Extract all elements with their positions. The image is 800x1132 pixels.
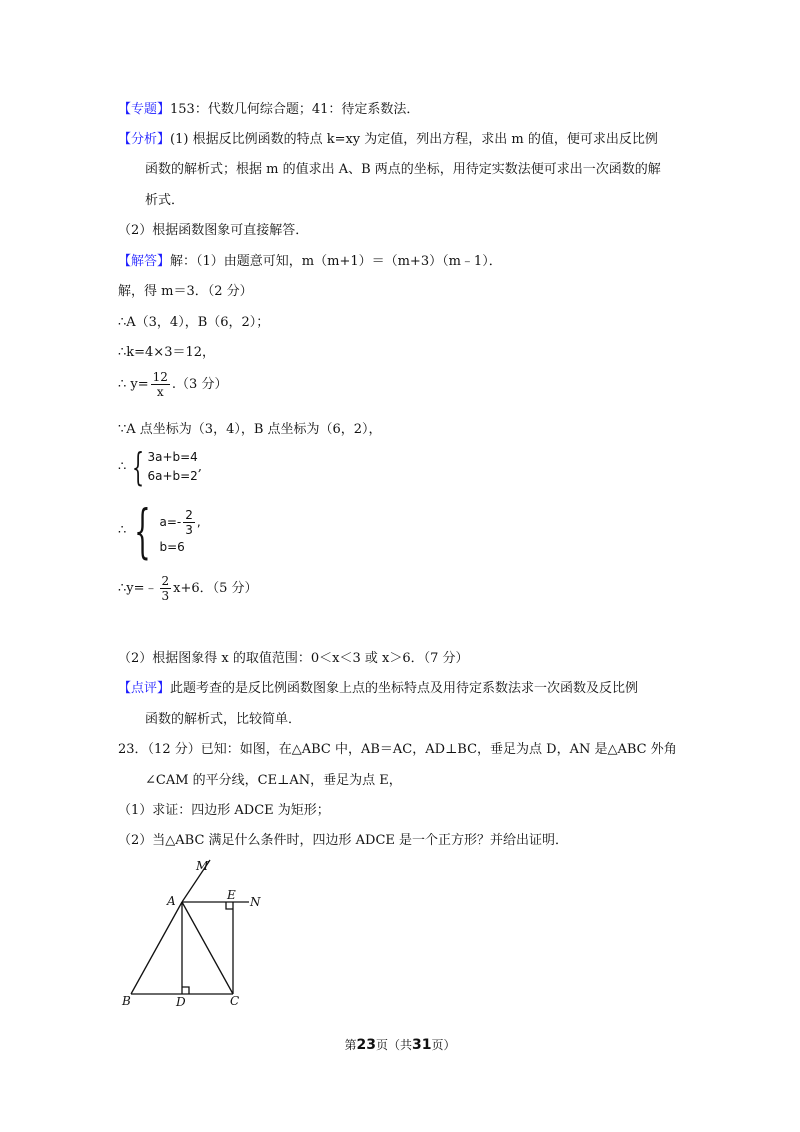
solution-linear-function — [118, 574, 258, 604]
segment-AB — [131, 902, 182, 994]
problem-23-question-1: （1）求证：四边形 ADCE 为矩形； — [118, 803, 330, 818]
footer-prefix: 第 — [344, 1038, 357, 1052]
therefore-symbol-2: ∴ — [118, 523, 127, 538]
label-C: C — [230, 994, 240, 1008]
reciprocal-prefix: ∴ y= — [118, 377, 149, 392]
analysis-line-1 — [118, 131, 658, 149]
linear-prefix: ∴y=﹣ — [118, 581, 158, 596]
linear-denominator: 3 — [161, 589, 170, 603]
topic-tag: 【专题】 — [118, 102, 171, 117]
reciprocal-suffix: .（3 分） — [171, 377, 228, 392]
solution-points: ∴A（3，4），B（6，2）； — [118, 315, 270, 330]
page-footer — [0, 1036, 800, 1053]
solution-a-denominator: 3 — [185, 522, 193, 537]
footer-page-number: 23 — [356, 1037, 376, 1053]
equation-2: 6a+b=2 — [147, 469, 198, 483]
label-A: A — [167, 894, 176, 908]
solution-intro-text: 解：（1）由题意可知，m（m+1）＝（m+3）（m﹣1）． — [170, 254, 502, 269]
analysis-tag: 【分析】 — [118, 132, 171, 147]
equation-system — [118, 445, 202, 489]
topic-line — [118, 101, 419, 119]
footer-mid: 页（共 — [375, 1038, 412, 1052]
left-brace-1: { — [132, 445, 145, 489]
solution-a-prefix: a=- — [159, 514, 182, 529]
solution-m-value: 解，得 m＝3．（2 分） — [118, 284, 253, 299]
problem-23-line-1: 23．（12 分）已知：如图，在△ABC 中，AB＝AC，AD⊥BC，垂足为点 D，AN 是△ABC 外角 — [118, 742, 677, 757]
left-brace-2: { — [134, 497, 152, 565]
segment-AC — [182, 902, 233, 994]
solution-intro — [118, 253, 502, 271]
label-E: E — [227, 888, 236, 902]
solution-system — [118, 497, 201, 565]
solution-k-value: ∴k=4×3＝12， — [118, 345, 216, 360]
reciprocal-numerator: 12 — [152, 370, 168, 384]
reciprocal-fraction — [151, 370, 170, 399]
solution-pair — [159, 506, 200, 557]
equation-pair — [147, 448, 197, 486]
reciprocal-denominator: x — [156, 385, 164, 399]
solution-reciprocal-function — [118, 370, 227, 400]
linear-suffix: x+6．（5 分） — [173, 581, 258, 596]
solution-b: b=6 — [159, 539, 185, 554]
linear-fraction — [160, 574, 172, 603]
solution-coords: ∵A 点坐标为（3，4），B 点坐标为（6，2）， — [118, 422, 382, 437]
label-D: D — [176, 995, 186, 1009]
equation-1: 3a+b=4 — [147, 450, 198, 464]
analysis-line-4: （2）根据函数图象可直接解答． — [118, 223, 309, 238]
comment-tag: 【点评】 — [118, 681, 171, 696]
analysis-line-2: 函数的解析式；根据 m 的值求出 A、B 两点的坐标，用待定实数法便可求出一次函数的解 — [145, 162, 661, 177]
footer-suffix: 页） — [431, 1038, 456, 1052]
solution-a: a=- $\frac{2}{3}$ , — [159, 507, 201, 537]
solution-part-2: （2）根据图象得 x 的取值范围：0＜x＜3 或 x＞6．（7 分） — [118, 651, 469, 666]
footer-total-pages: 31 — [412, 1037, 432, 1053]
system-comma: , — [197, 459, 202, 475]
solution-a-fraction — [183, 508, 195, 537]
comment-text-1: 此题考查的是反比例函数图象上点的坐标特点及用待定系数法求一次函数及反比例 — [170, 681, 639, 696]
label-B: B — [122, 994, 131, 1008]
right-angle-mark-D — [182, 987, 189, 994]
geometry-figure — [115, 855, 295, 1015]
label-N: N — [250, 895, 261, 909]
comment-line-2: 函数的解析式，比较简单． — [145, 712, 302, 727]
topic-text: 153：代数几何综合题；41：待定系数法． — [170, 102, 420, 117]
label-M: M — [196, 859, 209, 873]
solution-tag: 【解答】 — [118, 254, 171, 269]
analysis-text-1: (1) 根据反比例函数的特点 k=xy 为定值，列出方程，求出 m 的值，便可求出反比例 — [170, 132, 658, 147]
solution-a-numerator: 2 — [185, 507, 193, 522]
right-angle-mark-E — [226, 902, 233, 909]
therefore-symbol-1: ∴ — [118, 459, 127, 475]
comment-line-1 — [118, 680, 638, 698]
linear-numerator: 2 — [161, 574, 170, 588]
analysis-line-3: 析式． — [145, 193, 185, 208]
problem-23-question-2: （2）当△ABC 满足什么条件时，四边形 ADCE 是一个正方形？并给出证明． — [118, 833, 569, 848]
problem-23-line-2: ∠CAM 的平分线，CE⊥AN，垂足为点 E， — [145, 773, 402, 788]
